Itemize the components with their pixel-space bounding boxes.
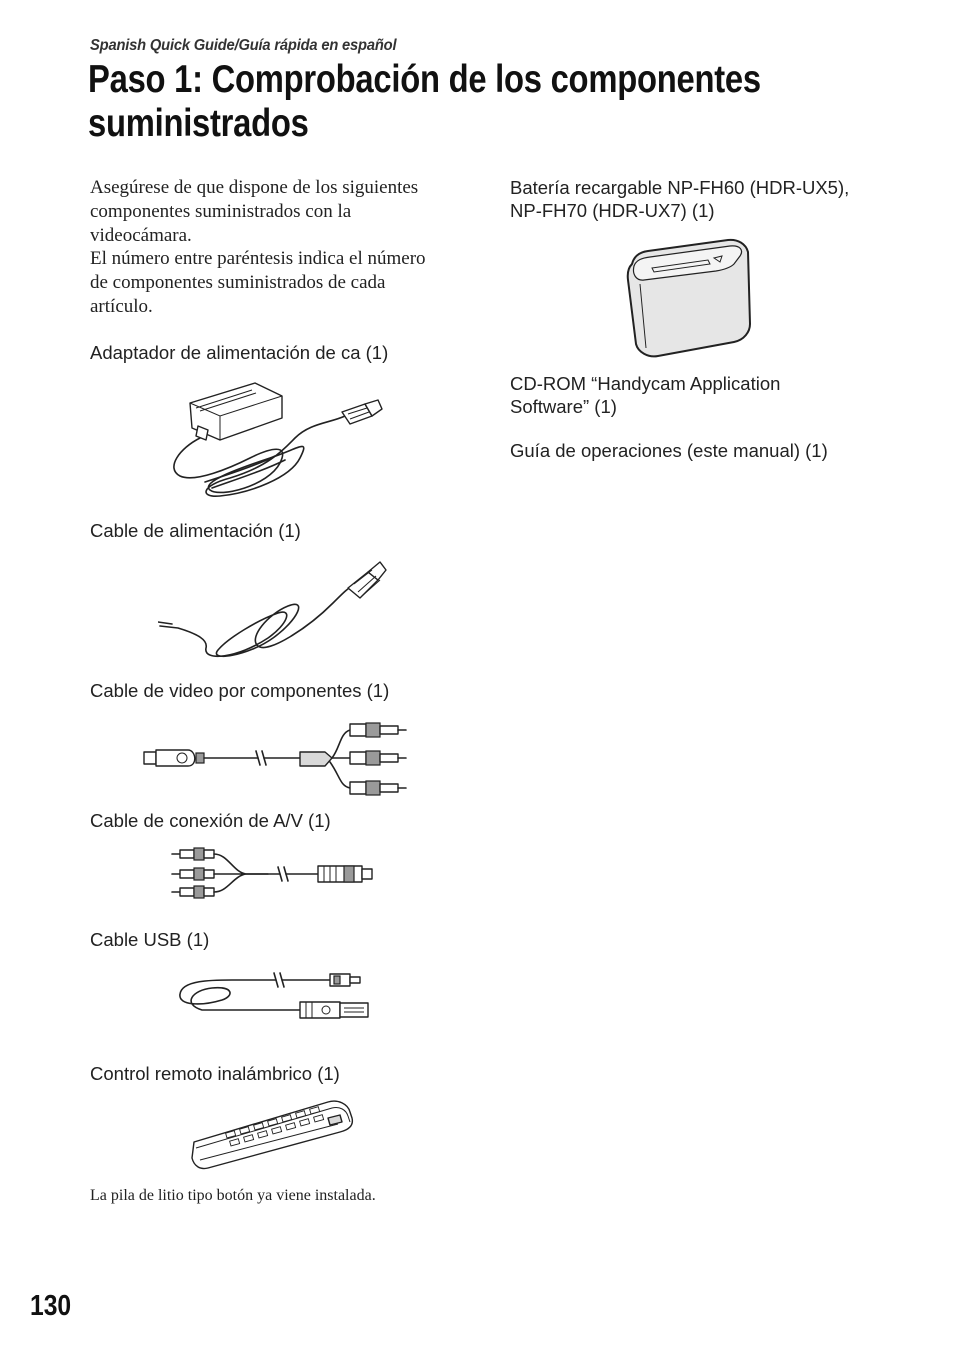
item-label-power-cord: Cable de alimentación (1) xyxy=(90,520,301,541)
intro-line: videocámara. xyxy=(90,224,192,246)
item-label-battery-line-1: Batería recargable NP-FH60 (HDR-UX5), xyxy=(510,177,850,198)
page-title-line-2: suministrados xyxy=(88,102,309,145)
item-label-manual: Guía de operaciones (este manual) (1) xyxy=(510,440,828,461)
item-label-cdrom-line-2: Software” (1) xyxy=(510,396,617,417)
item-label-ac-adaptor: Adaptador de alimentación de ca (1) xyxy=(90,342,389,363)
usb-cable-illustration xyxy=(172,966,382,1026)
item-label-usb-cable: Cable USB (1) xyxy=(90,929,210,950)
av-cable-illustration xyxy=(168,846,378,900)
page-title-line-1: Paso 1: Comprobación de los componentes xyxy=(88,58,761,101)
item-label-remote: Control remoto inalámbrico (1) xyxy=(90,1063,340,1084)
running-header: Spanish Quick Guide/Guía rápida en español xyxy=(90,37,397,54)
intro-paragraph xyxy=(90,176,470,319)
battery-note: La pila de litio tipo botón ya viene instalada. xyxy=(90,1187,376,1204)
page-title xyxy=(88,58,810,146)
battery-illustration xyxy=(622,236,756,362)
power-cord-illustration xyxy=(158,558,398,668)
ac-adaptor-illustration xyxy=(160,378,400,508)
intro-line: artículo. xyxy=(90,295,153,317)
intro-line: componentes suministrados con la xyxy=(90,200,352,222)
item-label-av-cable: Cable de conexión de A/V (1) xyxy=(90,810,331,831)
item-label-battery-line-2: NP-FH70 (HDR-UX7) (1) xyxy=(510,200,715,221)
page-number: 130 xyxy=(30,1290,72,1322)
remote-control-illustration xyxy=(188,1098,358,1170)
intro-line: de componentes suministrados de cada xyxy=(90,272,386,294)
intro-line: Asegúrese de que dispone de los siguientes xyxy=(90,177,419,198)
component-cable-illustration xyxy=(140,718,410,800)
intro-line: El número entre paréntesis indica el número xyxy=(90,248,426,270)
item-label-cdrom-line-1: CD-ROM “Handycam Application xyxy=(510,373,781,394)
item-label-component-cable: Cable de video por componentes (1) xyxy=(90,680,390,701)
